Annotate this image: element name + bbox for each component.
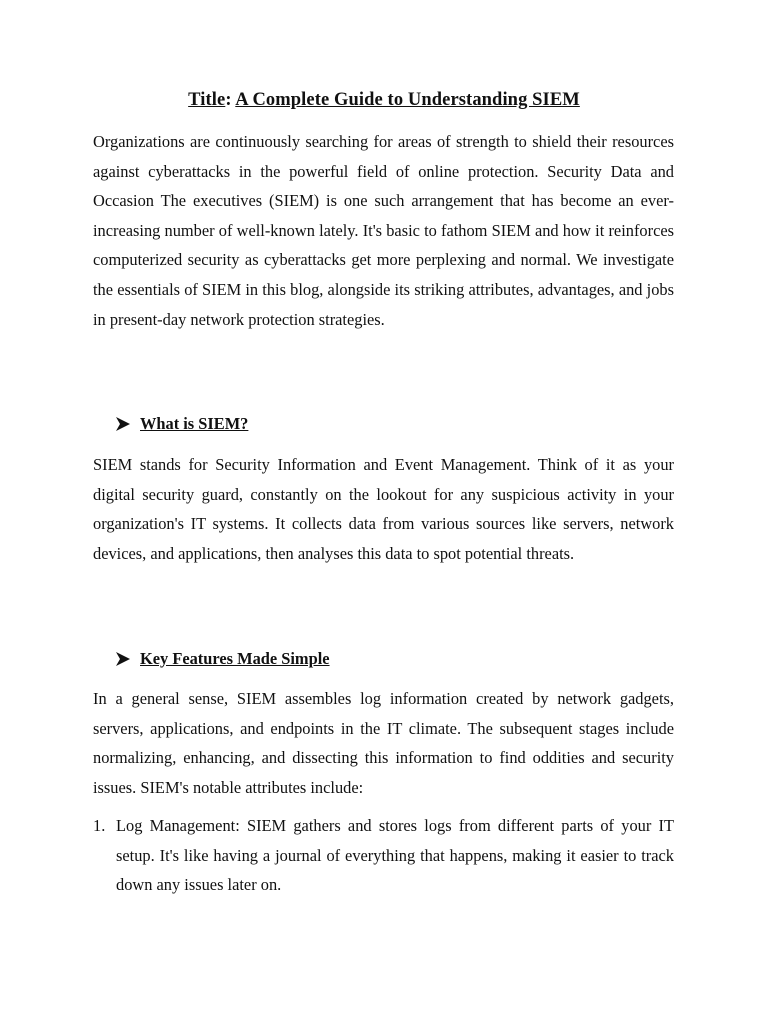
what-is-siem-paragraph: SIEM stands for Security Information and Event Management. Think of it as your digital security guard, constantly on the lookout for any suspicious activity in your organization's IT systems. It collects data from various sources like servers, network devices, and applications, then analyses this data to spot potential threats.	[93, 455, 674, 563]
arrowhead-bullet-icon	[115, 651, 131, 667]
key-features-paragraph: In a general sense, SIEM assembles log information created by network gadgets, servers, applications, and endpoints in the IT climate. The subsequent stages include normalizing, enhancing, and dissecting this information to find oddities and security issues. SIEM's notable attributes include:	[93, 689, 674, 797]
title-separator: :	[225, 90, 232, 110]
section-heading-text: What is SIEM?	[140, 414, 249, 433]
list-item-number: 1.	[93, 816, 106, 835]
title-text: A Complete Guide to Understanding SIEM	[235, 90, 580, 110]
section-heading-what-is-siem	[115, 413, 248, 435]
section-heading-text: Key Features Made Simple	[140, 649, 330, 668]
intro-paragraph: Organizations are continuously searching for areas of strength to shield their resources against cyberattacks in the powerful field of online protection. Security Data and Occasion The executives (SIEM) is one such arrangement that has become an ever-increasing number of well-known lately. It's basic to fathom SIEM and how it reinforces computerized security as cyberattacks get more perplexing and normal. We investigate the essentials of SIEM in this blog, alongside its striking attributes, advantages, and jobs in present-day network protection strategies.	[93, 132, 674, 329]
title-label: Title	[188, 90, 226, 110]
document-title	[0, 88, 768, 112]
section-heading-key-features	[115, 648, 330, 670]
arrowhead-bullet-icon	[115, 416, 131, 432]
list-item-text: Log Management: SIEM gathers and stores logs from different parts of your IT setup. It's like having a journal of everything that happens, making it easier to track down any issues later on.	[116, 816, 674, 895]
